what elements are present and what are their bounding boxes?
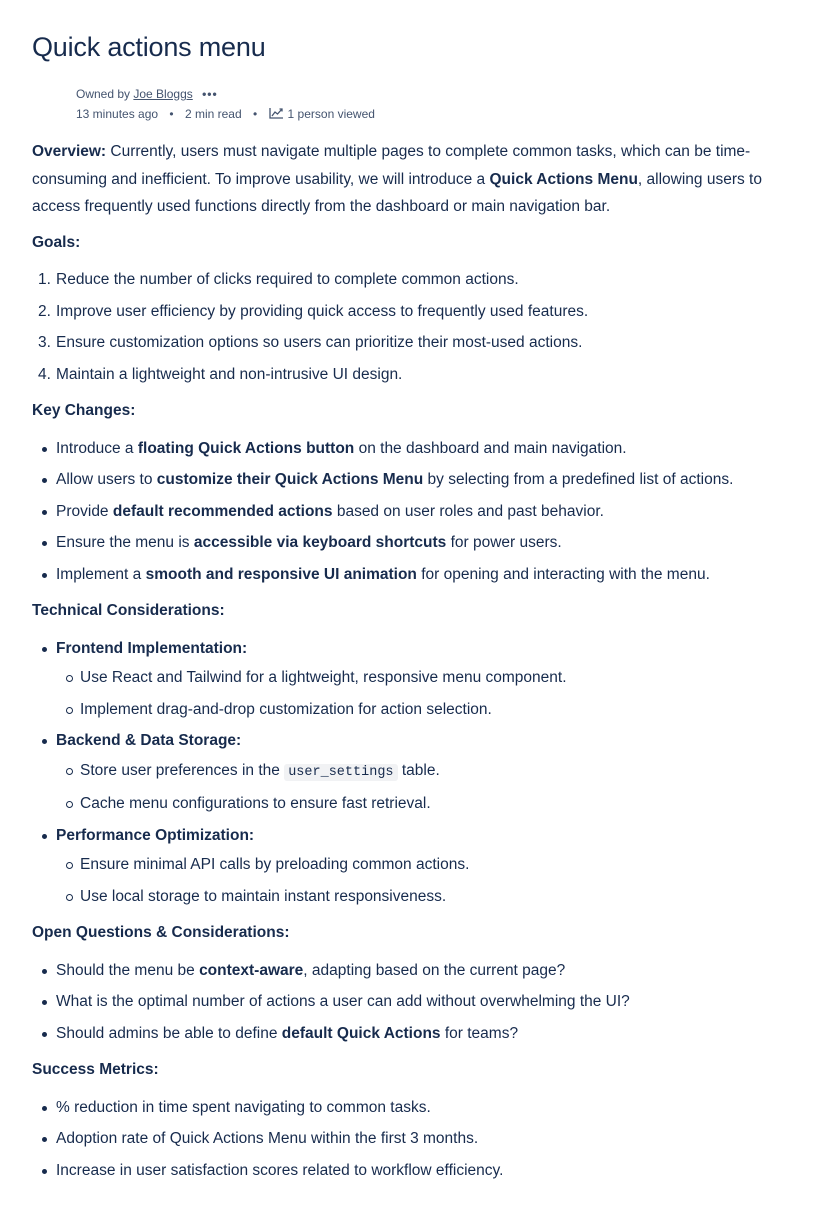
list-item [56, 635, 792, 724]
backend-label: Backend & Data Storage: [56, 732, 242, 749]
list-item: Improve user efficiency by providing quick access to frequently used features. [56, 302, 589, 320]
list-item: Ensure customization options so users can prioritize their most-used actions. [56, 334, 583, 351]
sublist-item: Ensure minimal API calls by preloading common actions. [80, 851, 792, 879]
separator: • [253, 107, 258, 121]
sublist-item: Use local storage to maintain instant responsiveness. [80, 883, 792, 911]
key-changes-heading: Key Changes: [32, 402, 136, 419]
list-item: Adoption rate of Quick Actions Menu within the first 3 months. [56, 1125, 792, 1153]
analytics-chart-icon [269, 107, 284, 119]
success-metrics-heading: Success Metrics: [32, 1061, 159, 1078]
open-questions-heading: Open Questions & Considerations: [32, 924, 290, 941]
open-questions-list [32, 957, 792, 1048]
sublist-item: Store user preferences in the user_settings table. [80, 757, 792, 787]
owner-row [76, 84, 792, 104]
success-metrics-list [32, 1094, 792, 1185]
sublist-item: Implement drag-and-drop customization for action selection. [80, 696, 792, 724]
goals-heading: Goals: [32, 233, 81, 251]
owner-link[interactable]: Joe Bloggs [133, 87, 193, 101]
inline-code: user_settings [284, 764, 397, 781]
byline [76, 84, 792, 124]
list-item: Ensure the menu is accessible via keyboard shortcuts for power users. [56, 529, 792, 557]
list-item [56, 822, 792, 911]
goals-list [32, 266, 792, 388]
list-item: Maintain a lightweight and non-intrusive UI design. [56, 365, 403, 383]
overview-text: Currently, users must navigate multiple pages to complete common tasks, which can be time-consuming and inefficient. To improve usability, we will introduce a [32, 143, 751, 188]
sublist-item: Cache menu configurations to ensure fast retrieval. [80, 790, 792, 818]
page-title: Quick actions menu [32, 32, 266, 62]
technical-list [32, 635, 792, 911]
overview-bold: Quick Actions Menu [489, 170, 638, 188]
list-item: Should admins be able to define default Quick Actions for teams? [56, 1020, 792, 1048]
list-item: Allow users to customize their Quick Actions Menu by selecting from a predefined list of actions. [56, 466, 792, 494]
list-item: Increase in user satisfaction scores related to workflow efficiency. [56, 1157, 792, 1185]
performance-sublist [56, 851, 792, 910]
overview-text: , allowing users to access frequently used functions directly from the dashboard or main navigation bar. [32, 170, 762, 215]
frontend-sublist [56, 664, 792, 723]
time-ago: 13 minutes ago [76, 107, 159, 121]
list-item: Reduce the number of clicks required to complete common actions. [56, 271, 519, 288]
overview-label: Overview: [32, 143, 107, 160]
meta-row [76, 104, 792, 124]
frontend-label: Frontend Implementation: [56, 639, 248, 657]
performance-label: Performance Optimization: [56, 826, 255, 844]
views-count: 1 person viewed [287, 107, 375, 121]
list-item: Introduce a floating Quick Actions button on the dashboard and main navigation. [56, 435, 792, 463]
more-actions-icon[interactable]: ••• [202, 87, 218, 101]
backend-sublist [56, 757, 792, 818]
list-item: Implement a smooth and responsive UI animation for opening and interacting with the menu. [56, 561, 792, 589]
list-item: % reduction in time spent navigating to common tasks. [56, 1094, 792, 1122]
sublist-item: Use React and Tailwind for a lightweight, responsive menu component. [80, 664, 792, 692]
owned-by-label: Owned by [76, 87, 131, 101]
list-item: Provide default recommended actions based on user roles and past behavior. [56, 498, 792, 526]
list-item: Should the menu be context-aware, adapting based on the current page? [56, 957, 792, 985]
list-item [56, 727, 792, 818]
key-changes-list [32, 435, 792, 589]
read-time: 2 min read [184, 107, 242, 121]
page-content [32, 138, 792, 1184]
separator: • [169, 107, 174, 121]
overview-paragraph [32, 138, 792, 221]
list-item: What is the optimal number of actions a user can add without overwhelming the UI? [56, 988, 792, 1016]
page-views[interactable] [269, 107, 375, 121]
technical-heading: Technical Considerations: [32, 602, 225, 619]
